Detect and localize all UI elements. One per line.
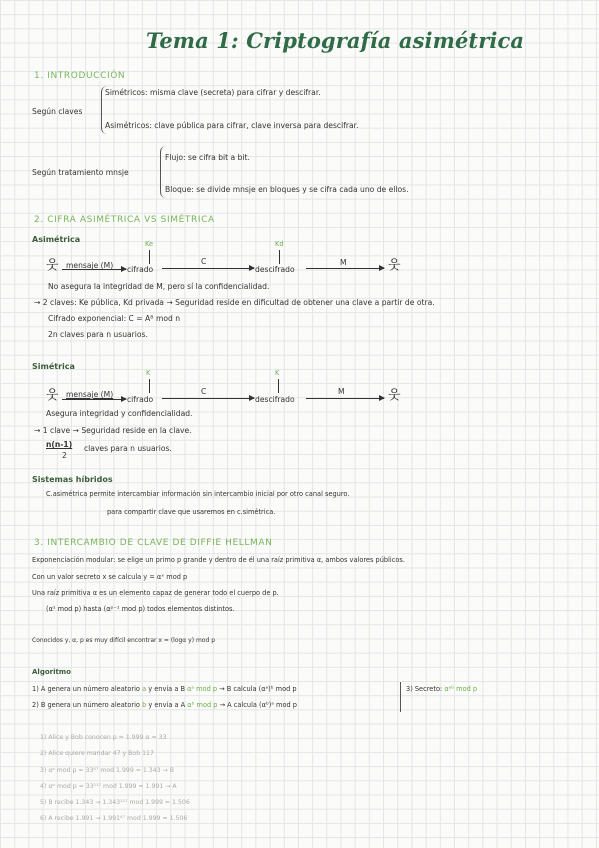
tratamiento-label: Según tratamiento mnsje [32,168,129,177]
receiver-person-icon: 웃 [388,388,401,403]
key-arrow-1 [149,250,150,264]
descifrado-label: descifrado [255,265,295,274]
claves-label: Según claves [32,107,83,116]
sim-note: Asegura integridad y confidencialidad. [46,409,193,418]
example-line: 2) Alice quiere mandar 47 y Bob 117 [40,750,154,757]
hibridos-label: Sistemas híbridos [32,475,113,484]
bloque-text: Bloque: se divide mnsje en bloques y se cifra cada uno de ellos. [165,185,409,194]
section-3-heading: 3. INTERCAMBIO DE CLAVE DE DIFFIE HELLMAN [34,538,273,548]
asimetrica-label: Asimétrica [32,235,81,244]
key-label: K [275,369,280,377]
receiver-person-icon: 웃 [388,258,401,273]
c-label: C [201,257,207,266]
step-3: 3) Secreto: αᵃᵇ mod p [406,685,478,693]
arrow-cifrado-to-descifrado [162,398,254,399]
asim-note: → 2 claves: Ke pública, Kd privada → Seguridad reside en dificultad de obtener una clave a partir de otra. [34,298,435,307]
key-arrow-1 [149,379,150,393]
cifrado-label: cifrado [127,395,154,404]
simetrica-label: Simétrica [32,362,75,371]
step-1: 1) A genera un número aleatorio a y envía a B αᵃ mod p → B calcula (αᵃ)ᵇ mod p [32,685,297,693]
flujo-text: Flujo: se cifra bit a bit. [165,153,250,162]
brace-secreto [400,682,401,712]
dh-line: Exponenciación modular: se elige un primo p grande y dentro de él una raíz primitiva α, ambos valores públicos. [32,556,405,564]
asim-note: No asegura la integridad de M, pero sí la confidencialidad. [48,282,270,291]
descifrado-label: descifrado [255,395,295,404]
dh-line: Una raíz primitiva α es un elemento capaz de generar todo el cuerpo de p. [32,589,279,597]
mensaje-label: mensaje (M) [66,261,114,270]
arrow-m-to-cifrado [62,269,126,270]
sender-person-icon: 웃 [46,258,59,273]
key-arrow-2 [278,379,279,393]
hibridos-text-1: C.asimétrica permite intercambiar información sin intercambio inicial por otro canal seguro. [46,490,350,498]
mensaje-label: mensaje (M) [66,390,114,399]
private-key-label: Kd [275,240,284,248]
key-label: K [146,369,151,377]
arrow-descifrado-to-m [306,398,384,399]
dh-line: Con un valor secreto x se calcula y = αˣ mod p [32,573,188,581]
public-key-label: Ke [145,240,154,248]
section-1-heading: 1. INTRODUCCIÓN [34,71,126,81]
sim-note: claves para n usuarios. [84,444,172,453]
section-2-heading: 2. CIFRA ASIMÉTRICA VS SIMÉTRICA [34,215,215,225]
asim-note: 2n claves para n usuarios. [48,330,148,339]
cifrado-label: cifrado [127,265,154,274]
dh-line: (α¹ mod p) hasta (αᵖ⁻¹ mod p) todos elementos distintos. [46,605,235,613]
example-line: 1) Alice y Bob conocen p = 1.999 α = 33 [40,734,167,741]
arrow-cifrado-to-descifrado [162,268,254,269]
c-label: C [201,387,207,396]
conocidos-text: Conocidos y, α, p es muy difícil encontrar x = (logα y) mod p [32,637,216,644]
algoritmo-label: Algoritmo [32,668,71,676]
key-arrow-2 [279,250,280,264]
sim-note: → 1 clave → Seguridad reside en la clave. [34,426,192,435]
step-2: 2) B genera un número aleatorio b y envía a A αᵇ mod p → A calcula (αᵇ)ᵃ mod p [32,701,297,709]
simetricos-text: Simétricos: misma clave (secreta) para cifrar y descifrar. [105,88,321,97]
arrow-descifrado-to-m [306,268,384,269]
m-label: M [338,387,345,396]
fraction-numerator: n(n-1) [46,440,73,449]
fraction-denominator: 2 [62,451,67,460]
asim-note: Cifrado exponencial: C = Aᴮ mod n [48,314,181,323]
hibridos-text-2: para compartir clave que usaremos en c.simétrica. [107,508,276,516]
sender-person-icon: 웃 [46,388,59,403]
arrow-m-to-cifrado [62,399,126,400]
m-label: M [340,258,347,267]
page-title: Tema 1: Criptografía asimétrica [146,28,525,53]
example-line: 6) A recibe 1.991 → 1.991⁴⁷ mod 1.999 = 1.506 [40,815,188,822]
example-line: 4) αᵇ mod p = 33¹¹⁷ mod 1.999 = 1.991 → A [40,783,177,790]
asimetricos-text: Asimétricos: clave pública para cifrar, clave inversa para descifrar. [105,121,359,130]
example-line: 3) αᵃ mod p = 33⁴⁷ mod 1.999 = 1.343 → B [40,767,174,774]
example-line: 5) B recibe 1.343 → 1.343¹¹⁷ mod 1.999 = 1.506 [40,799,190,806]
